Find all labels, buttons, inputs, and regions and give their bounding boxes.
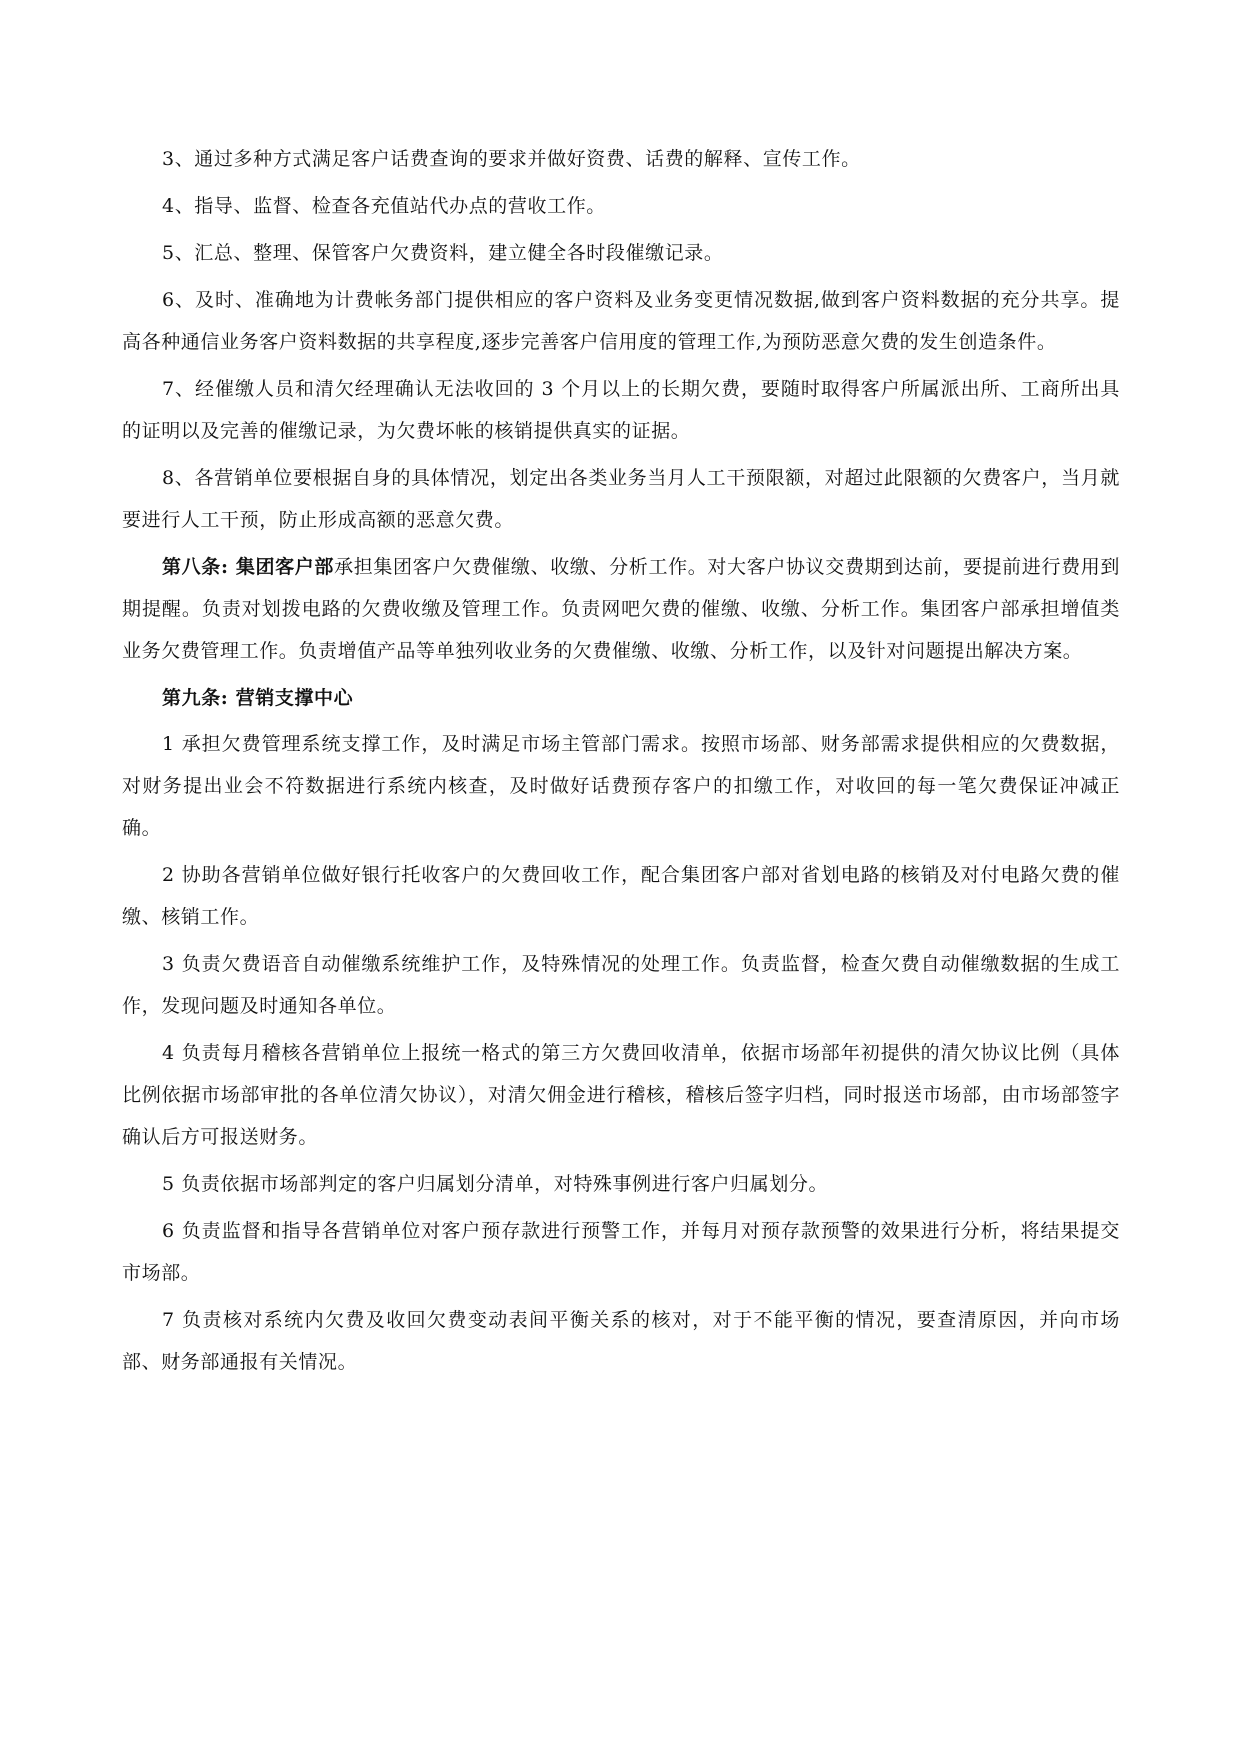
paragraph-item-3: 3、通过多种方式满足客户话费查询的要求并做好资费、话费的解释、宣传工作。 <box>162 148 861 170</box>
article-9-item-6: 6 负责监督和指导各营销单位对客户预存款进行预警工作，并每月对预存款预警的效果进行分析，将结果提交市场部。 <box>122 1220 1120 1284</box>
paragraph-item-7: 7、经催缴人员和清欠经理确认无法收回的 3 个月以上的长期欠费，要随时取得客户所属派出所、工商所出具的证明以及完善的催缴记录，为欠费坏帐的核销提供真实的证据。 <box>122 378 1120 442</box>
article-9-item-5: 5 负责依据市场部判定的客户归属划分清单，对特殊事例进行客户归属划分。 <box>162 1173 829 1195</box>
article-9-item-4: 4 负责每月稽核各营销单位上报统一格式的第三方欠费回收清单，依据市场部年初提供的清欠协议比例（具体比例依据市场部审批的各单位清欠协议），对清欠佣金进行稽核，稽核后签字归档，同时报送市场部，由市场部签字确认后方可报送财务。 <box>122 1042 1120 1148</box>
paragraph-item-8: 8、各营销单位要根据自身的具体情况，划定出各类业务当月人工干预限额，对超过此限额的欠费客户，当月就要进行人工干预，防止形成高额的恶意欠费。 <box>122 467 1120 531</box>
paragraph-item-4: 4、指导、监督、检查各充值站代办点的营收工作。 <box>162 195 606 217</box>
paragraph-item-6: 6、及时、准确地为计费帐务部门提供相应的客户资料及业务变更情况数据,做到客户资料数据的充分共享。提高各种通信业务客户资料数据的共享程度,逐步完善客户信用度的管理工作,为预防恶意欠费的发生创造条件。 <box>122 289 1120 353</box>
article-9-heading: 第九条: 营销支撑中心 <box>162 687 354 709</box>
article-8-heading: 第八条: 集团客户部 <box>162 556 335 578</box>
article-9-item-7: 7 负责核对系统内欠费及收回欠费变动表间平衡关系的核对，对于不能平衡的情况，要查清原因，并向市场部、财务部通报有关情况。 <box>122 1309 1120 1373</box>
article-9-item-2: 2 协助各营销单位做好银行托收客户的欠费回收工作，配合集团客户部对省划电路的核销及对付电路欠费的催缴、核销工作。 <box>122 864 1120 928</box>
article-8 <box>122 546 1120 672</box>
paragraph-item-5: 5、汇总、整理、保管客户欠费资料，建立健全各时段催缴记录。 <box>162 242 724 264</box>
article-9-item-1: 1 承担欠费管理系统支撑工作，及时满足市场主管部门需求。按照市场部、财务部需求提供相应的欠费数据，对财务提出业会不符数据进行系统内核查，及时做好话费预存客户的扣缴工作，对收回的每一笔欠费保证冲减正确。 <box>122 733 1120 839</box>
article-8-body: 承担集团客户欠费催缴、收缴、分析工作。对大客户协议交费期到达前，要提前进行费用到期提醒。负责对划拨电路的欠费收缴及管理工作。负责网吧欠费的催缴、收缴、分析工作。集团客户部承担增值类业务欠费管理工作。负责增值产品等单独列收业务的欠费催缴、收缴、分析工作，以及针对问题提出解决方案。 <box>122 556 1120 662</box>
article-9-item-3: 3 负责欠费语音自动催缴系统维护工作，及特殊情况的处理工作。负责监督，检查欠费自动催缴数据的生成工作，发现问题及时通知各单位。 <box>122 953 1120 1017</box>
document-page <box>122 138 1120 1388</box>
